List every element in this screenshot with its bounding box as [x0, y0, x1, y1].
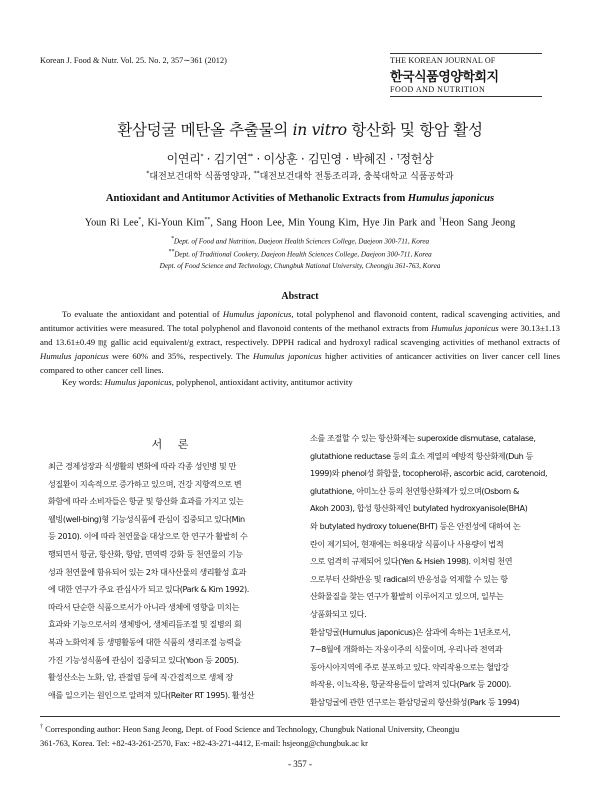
body-text-line: 1999)와 phenol성 화합물, tocopherol류, ascorbic acid, carotenoid, [310, 468, 548, 479]
body-text-line: 등 2010). 이에 따라 천연물을 대상으로 한 연구가 활발히 수 [48, 531, 248, 542]
english-affiliation-1 [0, 236, 600, 245]
kor-author-1: 이연리 [166, 152, 201, 166]
kor-affil-1-mark: * [146, 170, 150, 177]
korean-title-post: 항산화 및 항암 활성 [346, 121, 483, 139]
body-text-line: 성과 천연물에 함유되어 있는 2차 대사산물의 생리활성 효과 [48, 566, 247, 577]
korean-title [0, 118, 600, 140]
english-authors [0, 217, 600, 228]
body-text-line: glutathione reductase 등의 효소 계열의 예방적 항산화제(Duh 등 [310, 450, 533, 461]
keywords-species: Humulus japonicus [104, 377, 172, 387]
body-text-line: 으로부터 산화반응 및 radical의 반응성을 억제할 수 있는 항 [310, 573, 508, 584]
body-text-line: 행되면서 항균, 항산화, 항암, 면역력 강화 등 천연물의 기능 [48, 549, 243, 559]
journal-logo [390, 53, 542, 97]
eng-affil-2-mark: ** [168, 249, 175, 255]
body-text-line: 성질환이 지속적으로 증가하고 있으며, 건강 지향적으로 변 [48, 478, 242, 489]
abstract-seg-3: were 30.13±1.13 and 13.61±0.49 ㎎ gallic acid equivalent/g extract, respectively. DPPH radical and hydroxyl radical scavenging activities of methanol extracts of [40, 323, 560, 347]
section-title-introduction: 서 론 [151, 438, 195, 451]
body-text-line: 7∼8월에 개화하는 자웅이주의 식물이며, 우리나라 전역과 [310, 644, 503, 655]
eng-affil-1-text: Dept. of Food and Nutrition, Daejeon Health Sciences College, Daejeon 300-711, Korea [173, 237, 430, 246]
abstract-seg-2: , total polyphenol and flavonoid content, radical scavenging activities, and antitumor activities were measured. The total polyphenol and flavonoid contents of the methanol extracts from [40, 309, 561, 333]
journal-logo-top: THE KOREAN JOURNAL OF [390, 53, 542, 65]
body-text-line: 소를 조절할 수 있는 항산화제는 superoxide dismutase, catalase, [310, 433, 536, 443]
abstract-species-3: Humulus japonicus [40, 351, 109, 361]
kor-affil-2: 대전보건대학 전통조리과, 충북대학교 식품공학과 [259, 172, 454, 182]
eng-author-2: , Ki-Youn Kim [141, 217, 205, 229]
korean-title-italic: in vitro [292, 121, 347, 139]
eng-author-2-mark: ** [204, 217, 211, 223]
korean-affiliations [0, 169, 600, 182]
kor-affil-1: 대전보건대학 식품영양과, [149, 172, 254, 182]
kor-author-2-mark: ** [247, 153, 253, 160]
footnote-line-2: 361-763, Korea. Tel: +82-43-261-2570, Fax: +82-43-271-4412, E-mail: hsjeong@chungbuk.ac kr [40, 738, 368, 748]
abstract-heading: Abstract [281, 291, 319, 302]
english-title-italic: Humulus japonicus [407, 193, 495, 204]
abstract-seg-1: To evaluate the antioxidant and potential of [62, 309, 223, 319]
abstract-species-1: Humulus japonicus [222, 309, 292, 319]
body-text-line: 따라서 단순한 식품으로서가 아니라 생체에 영향을 미치는 [48, 601, 240, 612]
page-number: - 357 - [288, 759, 312, 769]
abstract-species-4: Humulus japonicus [253, 351, 322, 361]
body-text-line: 란이 제기되어, 현재에는 허용대상 식품이나 사용량이 법적 [310, 538, 504, 549]
abstract-species-2: Humulus japonicus [431, 323, 499, 333]
journal-logo-english: FOOD AND NUTRITION [390, 85, 542, 97]
abstract-seg-5: higher activities of anticancer activities on liver cancer cell lines compared to other cancer cell lines. [40, 351, 561, 375]
kor-author-3: · 이상훈 · 김민영 · 박혜진 · [253, 152, 397, 166]
kor-author-corr-mark: † [396, 153, 400, 160]
eng-author-1: Youn Ri Lee [84, 217, 139, 229]
body-text-line: 효과와 기능으로서의 생체방어, 생체리듬조절 및 질병의 회 [48, 619, 242, 630]
body-text-line: 으로 엄격히 규제되어 있다(Yen & Hsieh 1998). 이처럼 천연 [310, 556, 513, 567]
body-text-line: 복과 노화억제 등 생명활동에 대한 식품의 생리조절 능력을 [48, 637, 242, 647]
footnote-divider [40, 716, 560, 717]
eng-author-corr: Heon Sang Jeong [441, 217, 516, 229]
eng-affil-2-text: Dept. of Traditional Cookery, Daejeon Health Sciences College, Daejeon 300-711, Korea [174, 250, 432, 259]
body-text-line: glutathione, 아미노산 등의 천연항산화제가 있으며(Osborn & [310, 485, 519, 496]
body-text-line: 하작용, 이뇨작용, 항균작용들이 알려져 있다(Park 등 2000). [310, 679, 511, 690]
body-text-line: 애를 일으키는 원인으로 알려져 있다(Reiter RT 1995). 활성산 [48, 689, 255, 700]
journal-logo-korean: 한국식품영양학회지 [390, 70, 499, 85]
body-text-line: 가진 기능성식품에 관심이 집중되고 있다(Yoon 등 2005). [48, 654, 239, 665]
journal-citation: Korean J. Food & Nutr. Vol. 25. No. 2, 357∼361 (2012) [40, 56, 227, 65]
body-text-line: 산화물질을 찾는 연구가 활발히 이루어지고 있으며, 일부는 [310, 591, 504, 602]
footnote-mark: † [40, 724, 43, 730]
body-text-line: 환삼덩굴(Humulus japonicus)은 삼과에 속하는 1년초로서, [310, 626, 511, 637]
footnote-line-1: Corresponding author: Heon Sang Jeong, Dept. of Food Science and Technology, Chungbuk National University, Cheongju [43, 724, 460, 734]
kor-affil-2-mark: ** [253, 170, 260, 177]
body-text-line: 웰빙(well-bing)형 기능성식품에 관심이 집중되고 있다(Min [48, 513, 245, 524]
kor-author-1-mark: * [200, 153, 204, 160]
body-text-line: 와 butylated hydroxy toluene(BHT) 등은 안전성에 대하여 논 [310, 521, 521, 531]
eng-author-1-mark: * [138, 217, 142, 223]
body-text-line: 최근 경제성장과 식생활의 변화에 따라 각종 성인병 및 만 [48, 461, 237, 471]
keywords-rest: , polyphenol, antioxidant activity, antitumor activity [171, 377, 353, 387]
eng-affil-1-mark: * [170, 236, 174, 242]
eng-author-corr-mark: † [438, 217, 442, 223]
kor-author-corr: 정헌상 [399, 152, 434, 166]
keywords-label: Key words: [62, 377, 105, 387]
body-text-line: 상품화되고 있다. [310, 609, 367, 619]
english-title [0, 193, 600, 204]
abstract-body [40, 307, 560, 377]
body-text-line: Akoh 2003), 합성 항산화제인 butylated hydroxyanisole(BHA) [310, 503, 528, 514]
eng-author-3: , Sang Hoon Lee, Min Young Kim, Hye Jin Park and [210, 217, 439, 229]
english-title-text: Antioxidant and Antitumor Activities of Methanolic Extracts from [105, 193, 408, 204]
english-affiliation-2 [0, 249, 600, 258]
korean-title-pre: 환삼덩굴 메탄올 추출물의 [117, 121, 293, 139]
body-text-line: 환삼덩굴에 관한 연구로는 환삼덩굴의 항산화성(Park 등 1994) [310, 697, 520, 707]
kor-author-2: · 김기연 [203, 152, 248, 166]
body-text-line: 동아시아지역에 주로 분포하고 있다. 약리작용으로는 혈압강 [310, 661, 509, 672]
keywords [62, 377, 353, 387]
body-text-line: 화함에 따라 소비자들은 항균 및 항산화 효과를 가지고 있는 [48, 496, 244, 507]
abstract-seg-4: were 60% and 35%, respectively. The [108, 351, 254, 361]
body-text-line: 에 대한 연구가 주요 관심사가 되고 있다(Park & Kim 1992). [48, 584, 249, 595]
body-text-line: 활성산소는 노화, 암, 관절염 등에 직·간접적으로 생체 장 [48, 672, 233, 683]
korean-authors [0, 150, 600, 167]
corresponding-author-footnote [40, 720, 562, 751]
english-affiliation-3: Dept. of Food Science and Technology, Chungbuk National University, Cheongju 361-763, Korea [159, 262, 441, 270]
